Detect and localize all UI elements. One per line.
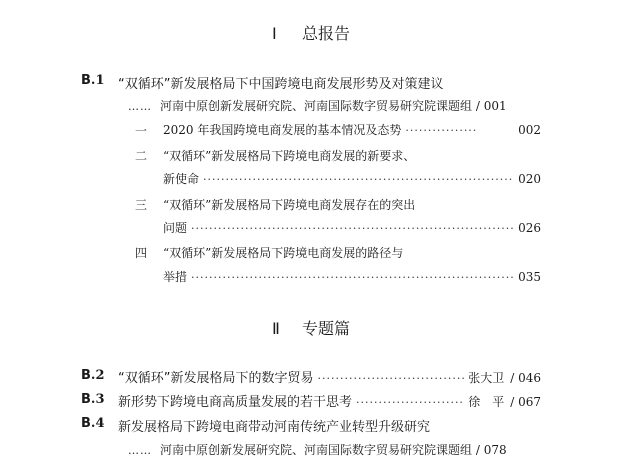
entry-title-b4[interactable]: 新发展格局下跨境电商带动河南传统产业转型升级研究	[118, 420, 431, 435]
section-title-4[interactable]: “双循环”新发展格局下跨境电商发展的路径与	[163, 246, 404, 260]
section-num-3: 三	[135, 198, 148, 212]
section-num-4: 四	[135, 246, 148, 260]
leader-dots	[191, 222, 514, 235]
part-numeral: Ⅰ	[272, 24, 277, 43]
entry-author: 徐 平	[468, 395, 505, 409]
section-row-3[interactable]	[163, 219, 541, 236]
page-number: 020	[518, 172, 541, 186]
entry-label-b3: B.3	[81, 392, 105, 407]
leader-dots	[191, 271, 514, 284]
leader-dots	[317, 372, 464, 385]
part-numeral: Ⅱ	[272, 319, 280, 338]
page-number: 026	[518, 221, 541, 235]
section-num-2: 二	[135, 149, 148, 163]
entry-author-b4: …… 河南中原创新发展研究院、河南国际数字贸易研究院课题组 / 078	[128, 443, 507, 457]
part-title: 专题篇	[302, 319, 351, 338]
page-number: 035	[518, 270, 541, 284]
page-number: / 067	[510, 395, 541, 409]
page-number: / 078	[475, 443, 507, 457]
leader-dots	[203, 173, 514, 186]
page-number: / 046	[510, 371, 541, 385]
entry-author-b1: …… 河南中原创新发展研究院、河南国际数字贸易研究院课题组 / 001	[128, 99, 507, 113]
entry-label-b1: B.1	[81, 73, 105, 88]
section-num-1: 一	[135, 124, 148, 138]
page-number: / 001	[475, 99, 507, 113]
entry-label-b2: B.2	[81, 368, 105, 383]
leader-dots	[356, 396, 464, 409]
section-title-cont: 新使命	[163, 172, 200, 186]
section-title-cont: 举措	[163, 270, 188, 284]
section-title-2[interactable]: “双循环”新发展格局下跨境电商发展的新要求、	[163, 149, 416, 163]
entry-title-b1[interactable]: “双循环”新发展格局下中国跨境电商发展形势及对策建议	[118, 77, 444, 92]
entry-row-b2[interactable]	[118, 367, 541, 386]
section-row-4[interactable]	[163, 268, 541, 285]
entry-title: 新形势下跨境电商高质量发展的若干思考	[118, 395, 353, 410]
entry-author: 张大卫	[468, 371, 505, 385]
entry-row-b3[interactable]	[118, 391, 541, 410]
part-title: 总报告	[302, 24, 351, 43]
section-row-1[interactable]	[163, 121, 541, 138]
section-row-2[interactable]	[163, 170, 541, 187]
leader-dots	[405, 124, 477, 137]
entry-title: “双循环”新发展格局下的数字贸易	[118, 371, 314, 386]
section-title: 2020 年我国跨境电商发展的基本情况及态势	[163, 123, 402, 137]
page-number: 002	[518, 123, 541, 137]
section-title-cont: 问题	[163, 221, 188, 235]
part-heading-1	[272, 21, 350, 44]
part-heading-2	[272, 316, 350, 339]
section-title-3[interactable]: “双循环”新发展格局下跨境电商发展存在的突出	[163, 198, 416, 212]
entry-label-b4: B.4	[81, 416, 105, 431]
